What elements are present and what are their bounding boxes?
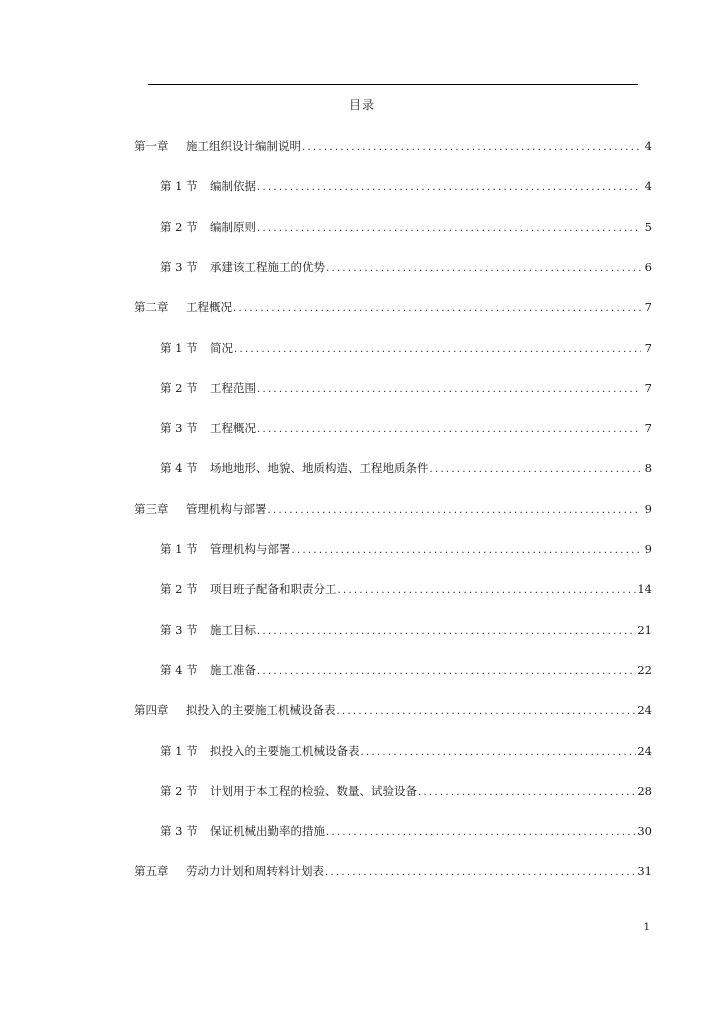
toc-chapter-entry[interactable] bbox=[134, 862, 652, 880]
chapter-label: 第五章 bbox=[134, 864, 169, 878]
entry-page-number: 7 bbox=[644, 421, 652, 435]
dot-leader bbox=[302, 139, 641, 157]
entry-title: 管理机构与部署 bbox=[210, 542, 291, 556]
dot-leader bbox=[233, 300, 641, 318]
dot-leader bbox=[257, 663, 636, 681]
entry-page-number: 24 bbox=[637, 703, 652, 717]
toc-section-entry[interactable] bbox=[160, 177, 652, 195]
toc-section-entry[interactable] bbox=[160, 339, 652, 357]
toc-chapter-entry[interactable] bbox=[134, 298, 652, 316]
dot-leader bbox=[268, 502, 642, 520]
toc-chapter-entry[interactable] bbox=[134, 701, 652, 719]
dot-leader bbox=[326, 260, 641, 278]
entry-title: 工程概况 bbox=[210, 421, 256, 435]
toc-section-entry[interactable] bbox=[160, 540, 652, 558]
dot-leader bbox=[257, 623, 636, 641]
entry-page-number: 22 bbox=[637, 663, 652, 677]
section-label: 第 2 节 bbox=[160, 220, 198, 234]
entry-page-number: 8 bbox=[644, 461, 652, 475]
entry-title: 场地地形、地貌、地质构造、工程地质条件 bbox=[210, 461, 429, 475]
entry-title: 劳动力计划和周转料计划表 bbox=[186, 864, 324, 878]
entry-page-number: 6 bbox=[644, 260, 652, 274]
toc-section-entry[interactable] bbox=[160, 822, 652, 840]
chapter-label: 第二章 bbox=[134, 300, 169, 314]
entry-title: 拟投入的主要施工机械设备表 bbox=[186, 703, 336, 717]
entry-page-number: 4 bbox=[644, 139, 652, 153]
page-number: 1 bbox=[643, 922, 650, 933]
entry-title: 承建该工程施工的优势 bbox=[210, 260, 325, 274]
entry-title: 管理机构与部署 bbox=[186, 502, 267, 516]
toc-section-entry[interactable] bbox=[160, 580, 652, 598]
entry-page-number: 24 bbox=[637, 744, 652, 758]
entry-page-number: 31 bbox=[637, 864, 652, 878]
section-label: 第 4 节 bbox=[160, 663, 198, 677]
entry-title: 保证机械出勤率的措施 bbox=[210, 824, 325, 838]
entry-page-number: 9 bbox=[644, 542, 652, 556]
section-label: 第 1 节 bbox=[160, 542, 198, 556]
toc-chapter-entry[interactable] bbox=[134, 137, 652, 155]
entry-title: 编制依据 bbox=[210, 179, 256, 193]
entry-page-number: 7 bbox=[644, 341, 652, 355]
entry-page-number: 21 bbox=[637, 623, 652, 637]
entry-page-number: 30 bbox=[637, 824, 652, 838]
toc-section-entry[interactable] bbox=[160, 661, 652, 679]
entry-page-number: 4 bbox=[644, 179, 652, 193]
section-label: 第 3 节 bbox=[160, 421, 198, 435]
entry-page-number: 28 bbox=[637, 784, 652, 798]
entry-title: 项目班子配备和职责分工 bbox=[210, 582, 337, 596]
entry-title: 编制原则 bbox=[210, 220, 256, 234]
dot-leader bbox=[338, 582, 637, 600]
entry-title: 施工准备 bbox=[210, 663, 256, 677]
section-label: 第 4 节 bbox=[160, 461, 198, 475]
dot-leader bbox=[234, 341, 641, 359]
toc-section-entry[interactable] bbox=[160, 379, 652, 397]
chapter-label: 第四章 bbox=[134, 703, 169, 717]
dot-leader bbox=[257, 179, 641, 197]
section-label: 第 2 节 bbox=[160, 381, 198, 395]
section-label: 第 3 节 bbox=[160, 824, 198, 838]
toc-section-entry[interactable] bbox=[160, 621, 652, 639]
entry-title: 施工目标 bbox=[210, 623, 256, 637]
section-label: 第 1 节 bbox=[160, 744, 198, 758]
chapter-label: 第三章 bbox=[134, 502, 169, 516]
dot-leader bbox=[418, 784, 636, 802]
dot-leader bbox=[257, 381, 641, 399]
dot-leader bbox=[257, 220, 641, 238]
entry-title: 计划用于本工程的检验、数量、试验设备 bbox=[210, 784, 417, 798]
dot-leader bbox=[257, 421, 641, 439]
chapter-label: 第一章 bbox=[134, 139, 169, 153]
toc-section-entry[interactable] bbox=[160, 419, 652, 437]
toc-section-entry[interactable] bbox=[160, 782, 652, 800]
entry-title: 拟投入的主要施工机械设备表 bbox=[210, 744, 360, 758]
entry-page-number: 7 bbox=[644, 300, 652, 314]
section-label: 第 2 节 bbox=[160, 784, 198, 798]
entry-page-number: 14 bbox=[637, 582, 652, 596]
dot-leader bbox=[361, 744, 637, 762]
toc-chapter-entry[interactable] bbox=[134, 500, 652, 518]
toc-section-entry[interactable] bbox=[160, 218, 652, 236]
toc-title: 目录 bbox=[348, 98, 375, 112]
dot-leader bbox=[325, 864, 636, 882]
entry-title: 工程范围 bbox=[210, 381, 256, 395]
entry-title: 工程概况 bbox=[186, 300, 232, 314]
entry-page-number: 7 bbox=[644, 381, 652, 395]
entry-page-number: 9 bbox=[644, 502, 652, 516]
section-label: 第 2 节 bbox=[160, 582, 198, 596]
section-label: 第 1 节 bbox=[160, 179, 198, 193]
toc-section-entry[interactable] bbox=[160, 459, 652, 477]
section-label: 第 3 节 bbox=[160, 260, 198, 274]
entry-title: 简况 bbox=[210, 341, 233, 355]
dot-leader bbox=[337, 703, 637, 721]
section-label: 第 3 节 bbox=[160, 623, 198, 637]
section-label: 第 1 节 bbox=[160, 341, 198, 355]
toc-section-entry[interactable] bbox=[160, 742, 652, 760]
dot-leader bbox=[430, 461, 642, 479]
dot-leader bbox=[292, 542, 642, 560]
dot-leader bbox=[326, 824, 636, 842]
toc-section-entry[interactable] bbox=[160, 258, 652, 276]
entry-page-number: 5 bbox=[644, 220, 652, 234]
entry-title: 施工组织设计编制说明 bbox=[186, 139, 301, 153]
